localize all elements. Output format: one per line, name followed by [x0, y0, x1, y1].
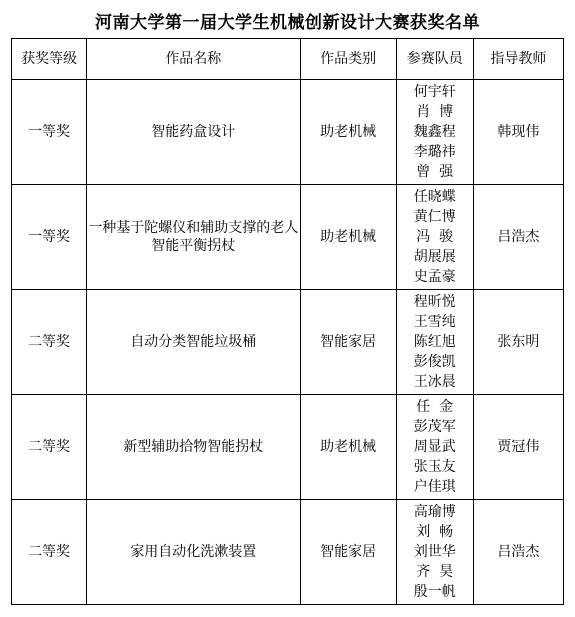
category-cell: 助老机械 — [300, 395, 396, 500]
work-name-cell: 自动分类智能垃圾桶 — [87, 290, 300, 395]
table-row — [12, 500, 564, 605]
member-name: 高瑜博 — [413, 504, 456, 520]
member-name: 黄仁博 — [413, 209, 456, 225]
category-cell: 助老机械 — [300, 185, 396, 290]
header-work-name: 作品名称 — [87, 39, 300, 80]
members-cell — [396, 290, 473, 395]
table-body — [12, 80, 564, 605]
table-row — [12, 290, 564, 395]
member-name: 周显武 — [413, 439, 456, 455]
table-row — [12, 80, 564, 185]
header-members-label: 参赛队员 — [406, 51, 463, 67]
member-list — [397, 292, 473, 392]
member-list — [397, 397, 473, 497]
category-cell: 助老机械 — [300, 80, 396, 185]
award-level-cell: 一等奖 — [12, 185, 87, 290]
member-name: 彭俊凯 — [413, 354, 456, 370]
member-name: 刘 畅 — [416, 524, 454, 540]
award-table — [11, 38, 564, 605]
work-name-cell: 智能药盒设计 — [87, 80, 300, 185]
member-name: 肖 博 — [416, 104, 454, 120]
table-row — [12, 185, 564, 290]
advisor-cell: 张东明 — [473, 290, 563, 395]
members-cell — [396, 80, 473, 185]
member-list — [397, 82, 473, 182]
member-name: 任 金 — [416, 399, 454, 415]
award-level-cell: 二等奖 — [12, 500, 87, 605]
category-cell: 智能家居 — [300, 500, 396, 605]
member-list — [397, 502, 473, 602]
member-name: 刘世华 — [413, 544, 456, 560]
header-members — [396, 39, 473, 80]
award-level-cell: 二等奖 — [12, 290, 87, 395]
member-name: 殷一帆 — [413, 584, 456, 600]
member-name: 户佳琪 — [413, 479, 456, 495]
member-name: 胡展展 — [413, 249, 456, 265]
header-category: 作品类别 — [300, 39, 396, 80]
member-name: 王冰晨 — [413, 374, 456, 390]
member-name: 陈红旭 — [413, 334, 456, 350]
advisor-cell: 吕浩杰 — [473, 500, 563, 605]
advisor-cell: 吕浩杰 — [473, 185, 563, 290]
member-name: 张玉友 — [413, 459, 456, 475]
member-name: 魏鑫程 — [413, 124, 456, 140]
member-name: 程昕悦 — [413, 294, 456, 310]
member-name: 冯 骏 — [416, 229, 454, 245]
member-name: 何宇轩 — [413, 84, 456, 100]
category-cell: 智能家居 — [300, 290, 396, 395]
header-level: 获奖等级 — [12, 39, 87, 80]
award-level-cell: 二等奖 — [12, 395, 87, 500]
member-list — [397, 187, 473, 287]
work-name-cell: 一种基于陀螺仪和辅助支撑的老人智能平衡拐杖 — [87, 185, 300, 290]
member-name: 曾 强 — [416, 164, 454, 180]
advisor-cell: 贾冠伟 — [473, 395, 563, 500]
header-advisor: 指导教师 — [473, 39, 563, 80]
member-name: 任晓蝶 — [413, 189, 456, 205]
work-name-cell: 家用自动化洗漱装置 — [87, 500, 300, 605]
member-name: 史孟豪 — [413, 269, 456, 285]
members-cell — [396, 185, 473, 290]
work-name-cell: 新型辅助拾物智能拐杖 — [87, 395, 300, 500]
member-name: 李璐祎 — [413, 144, 456, 160]
table-header-row — [12, 39, 564, 80]
page-title: 河南大学第一届大学生机械创新设计大赛获奖名单 — [95, 13, 480, 33]
members-cell — [396, 500, 473, 605]
award-level-cell: 一等奖 — [12, 80, 87, 185]
advisor-cell: 韩现伟 — [473, 80, 563, 185]
members-cell — [396, 395, 473, 500]
member-name: 王雪纯 — [413, 314, 456, 330]
table-row — [12, 395, 564, 500]
member-name: 齐 昊 — [416, 564, 454, 580]
member-name: 彭茂军 — [413, 419, 456, 435]
